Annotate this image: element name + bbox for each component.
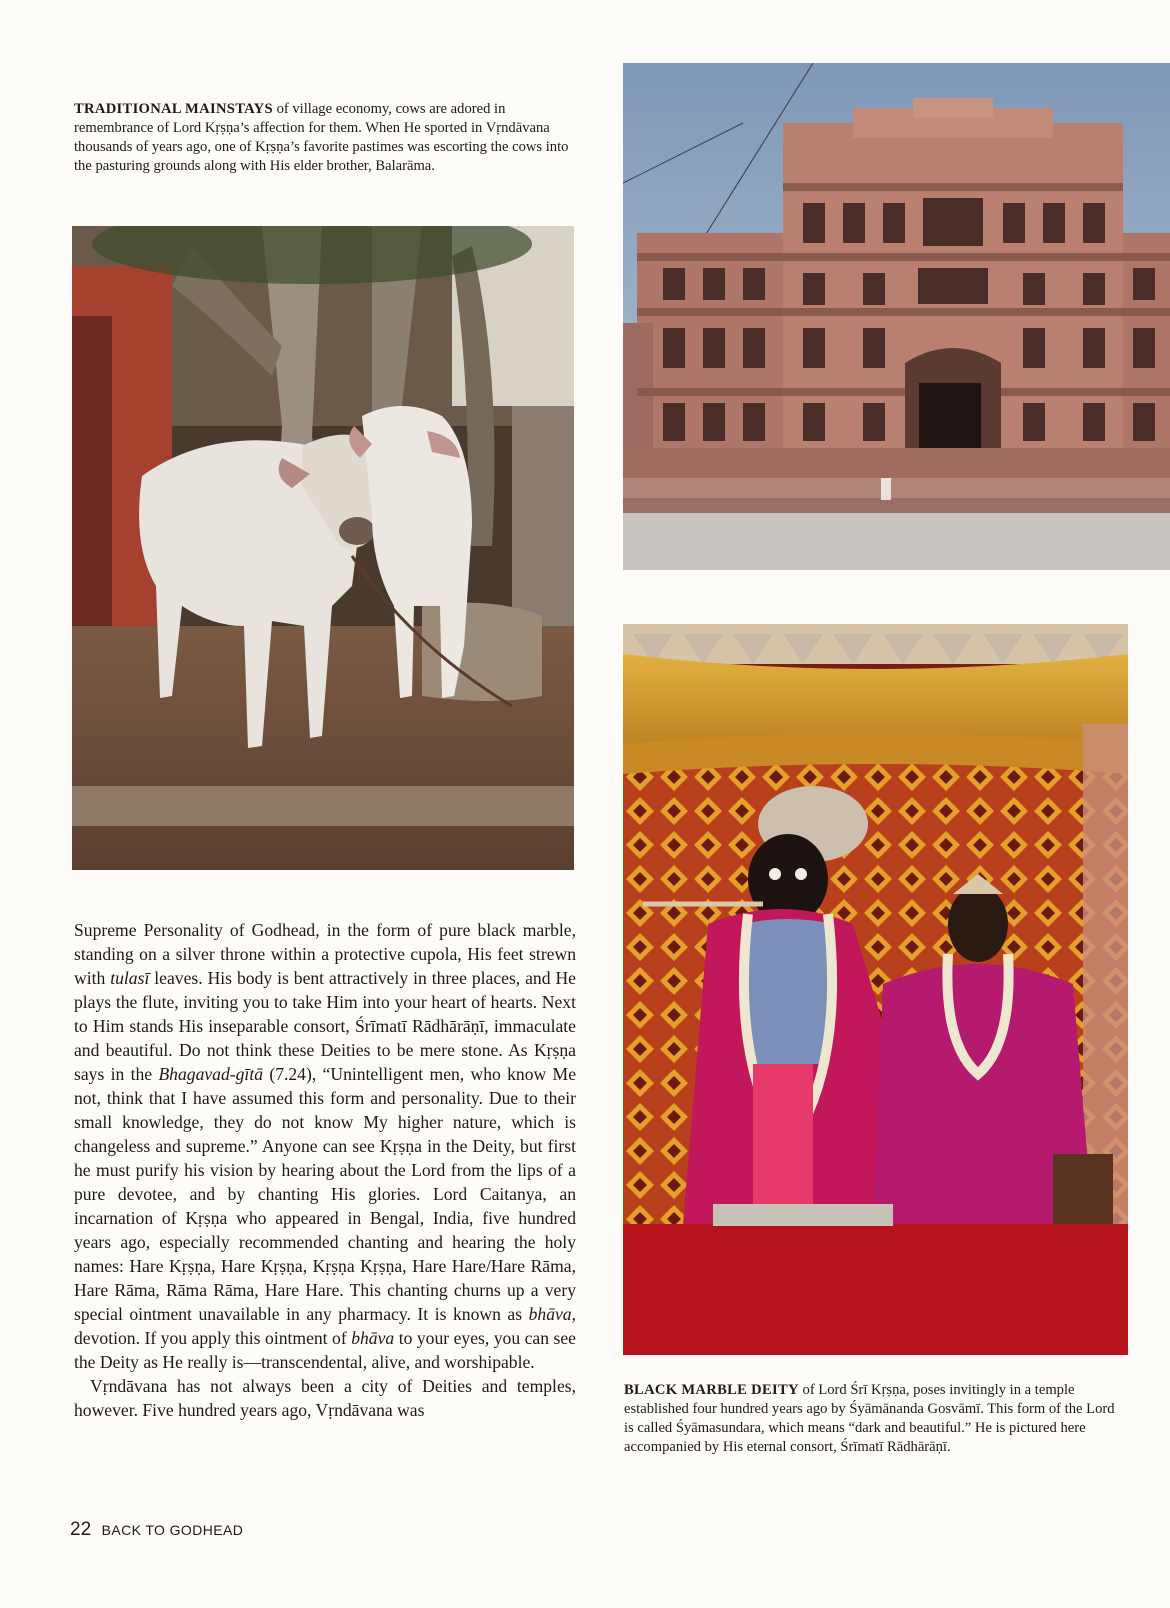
body-text-run: (7.24), “Unintelligent men, who know Me not, think that I have assumed this form and personality. Due to their small knowledge, they do not know My higher nature, which is changeless and supreme.” Anyone can see Kṛṣṇa in the Deity, but first he must purify his vision by hearing about the Lord from the lips of a pure devotee, and by chanting His glories. Lord Caitanya, an incarnation of Kṛṣṇa who appeared in Bengal, India, five hundred years ago, especially recommended chanting and hearing the holy names: Hare Kṛṣṇa, Hare Kṛṣṇa, Kṛṣṇa Kṛṣṇa, Hare Hare/Hare Rāma, Hare Rāma, Rāma Rāma, Hare Hare. This chanting churns up a very special ointment unavailable in any pharmacy. It is known as [74, 1064, 576, 1324]
body-italic-term: bhāva [351, 1328, 395, 1348]
temple-photo [623, 63, 1170, 570]
body-italic-title: Bhagavad-gītā [158, 1064, 264, 1084]
top-caption-text: of village economy, cows are adored in remembrance of Lord Kṛṣṇa’s affection for them. When He sported in Vṛndāvana thousands of years ago, one of Kṛṣṇa’s favorite pastimes was escorting the cows into the pasturing grounds along with His elder brother, Balarāma. [74, 101, 569, 174]
bottom-caption-lead: BLACK MARBLE DEITY [624, 1382, 799, 1398]
body-text-run: leaves. His body is bent attractively in three places, and He plays the flute, inviting you to take Him into your heart of hearts. Next to Him stands His inseparable consort, Śrīmatī Rādhārāṇī, immaculate and beautiful. Do not think these Deities to be mere stone. As Kṛṣṇa says in the [74, 968, 576, 1084]
body-italic-term: bhāva [528, 1304, 572, 1324]
body-paragraph-2: Vṛndāvana has not always been a city of Deities and temples, however. Five hundred years ago, Vṛndāvana was [74, 1376, 576, 1420]
deity-photo [623, 624, 1128, 1355]
cows-photo [72, 226, 574, 870]
body-paragraph-1 [74, 918, 576, 1374]
bottom-caption-text: of Lord Śrī Kṛṣṇa, poses invitingly in a temple established four hundred years ago by Śyāmānanda Gosvāmī. This form of the Lord is called Śyāmasundara, which means “dark and beautiful.” He is pictured here accompanied by His eternal consort, Śrīmatī Rādhārāṇī. [624, 1382, 1115, 1455]
cows-photo-image [72, 226, 574, 870]
page-footer [70, 1519, 243, 1541]
body-text-run: , devotion. If you apply this ointment of [74, 1304, 576, 1348]
deity-photo-image [623, 624, 1128, 1355]
temple-photo-image [623, 63, 1170, 570]
top-caption [74, 100, 576, 176]
page-number: 22 [70, 1519, 92, 1540]
body-text [74, 918, 576, 1422]
top-caption-lead: TRADITIONAL MAINSTAYS [74, 101, 273, 117]
body-text-run: to your eyes, you can see the Deity as He really is—transcendental, alive, and worshipable. [74, 1328, 576, 1372]
body-text-run: Supreme Personality of Godhead, in the form of pure black marble, standing on a silver throne within a protective cupola, His feet strewn with [74, 920, 576, 988]
bottom-caption [624, 1381, 1120, 1457]
magazine-title: BACK TO GODHEAD [101, 1522, 244, 1538]
body-italic-term: tulasī [110, 968, 150, 988]
